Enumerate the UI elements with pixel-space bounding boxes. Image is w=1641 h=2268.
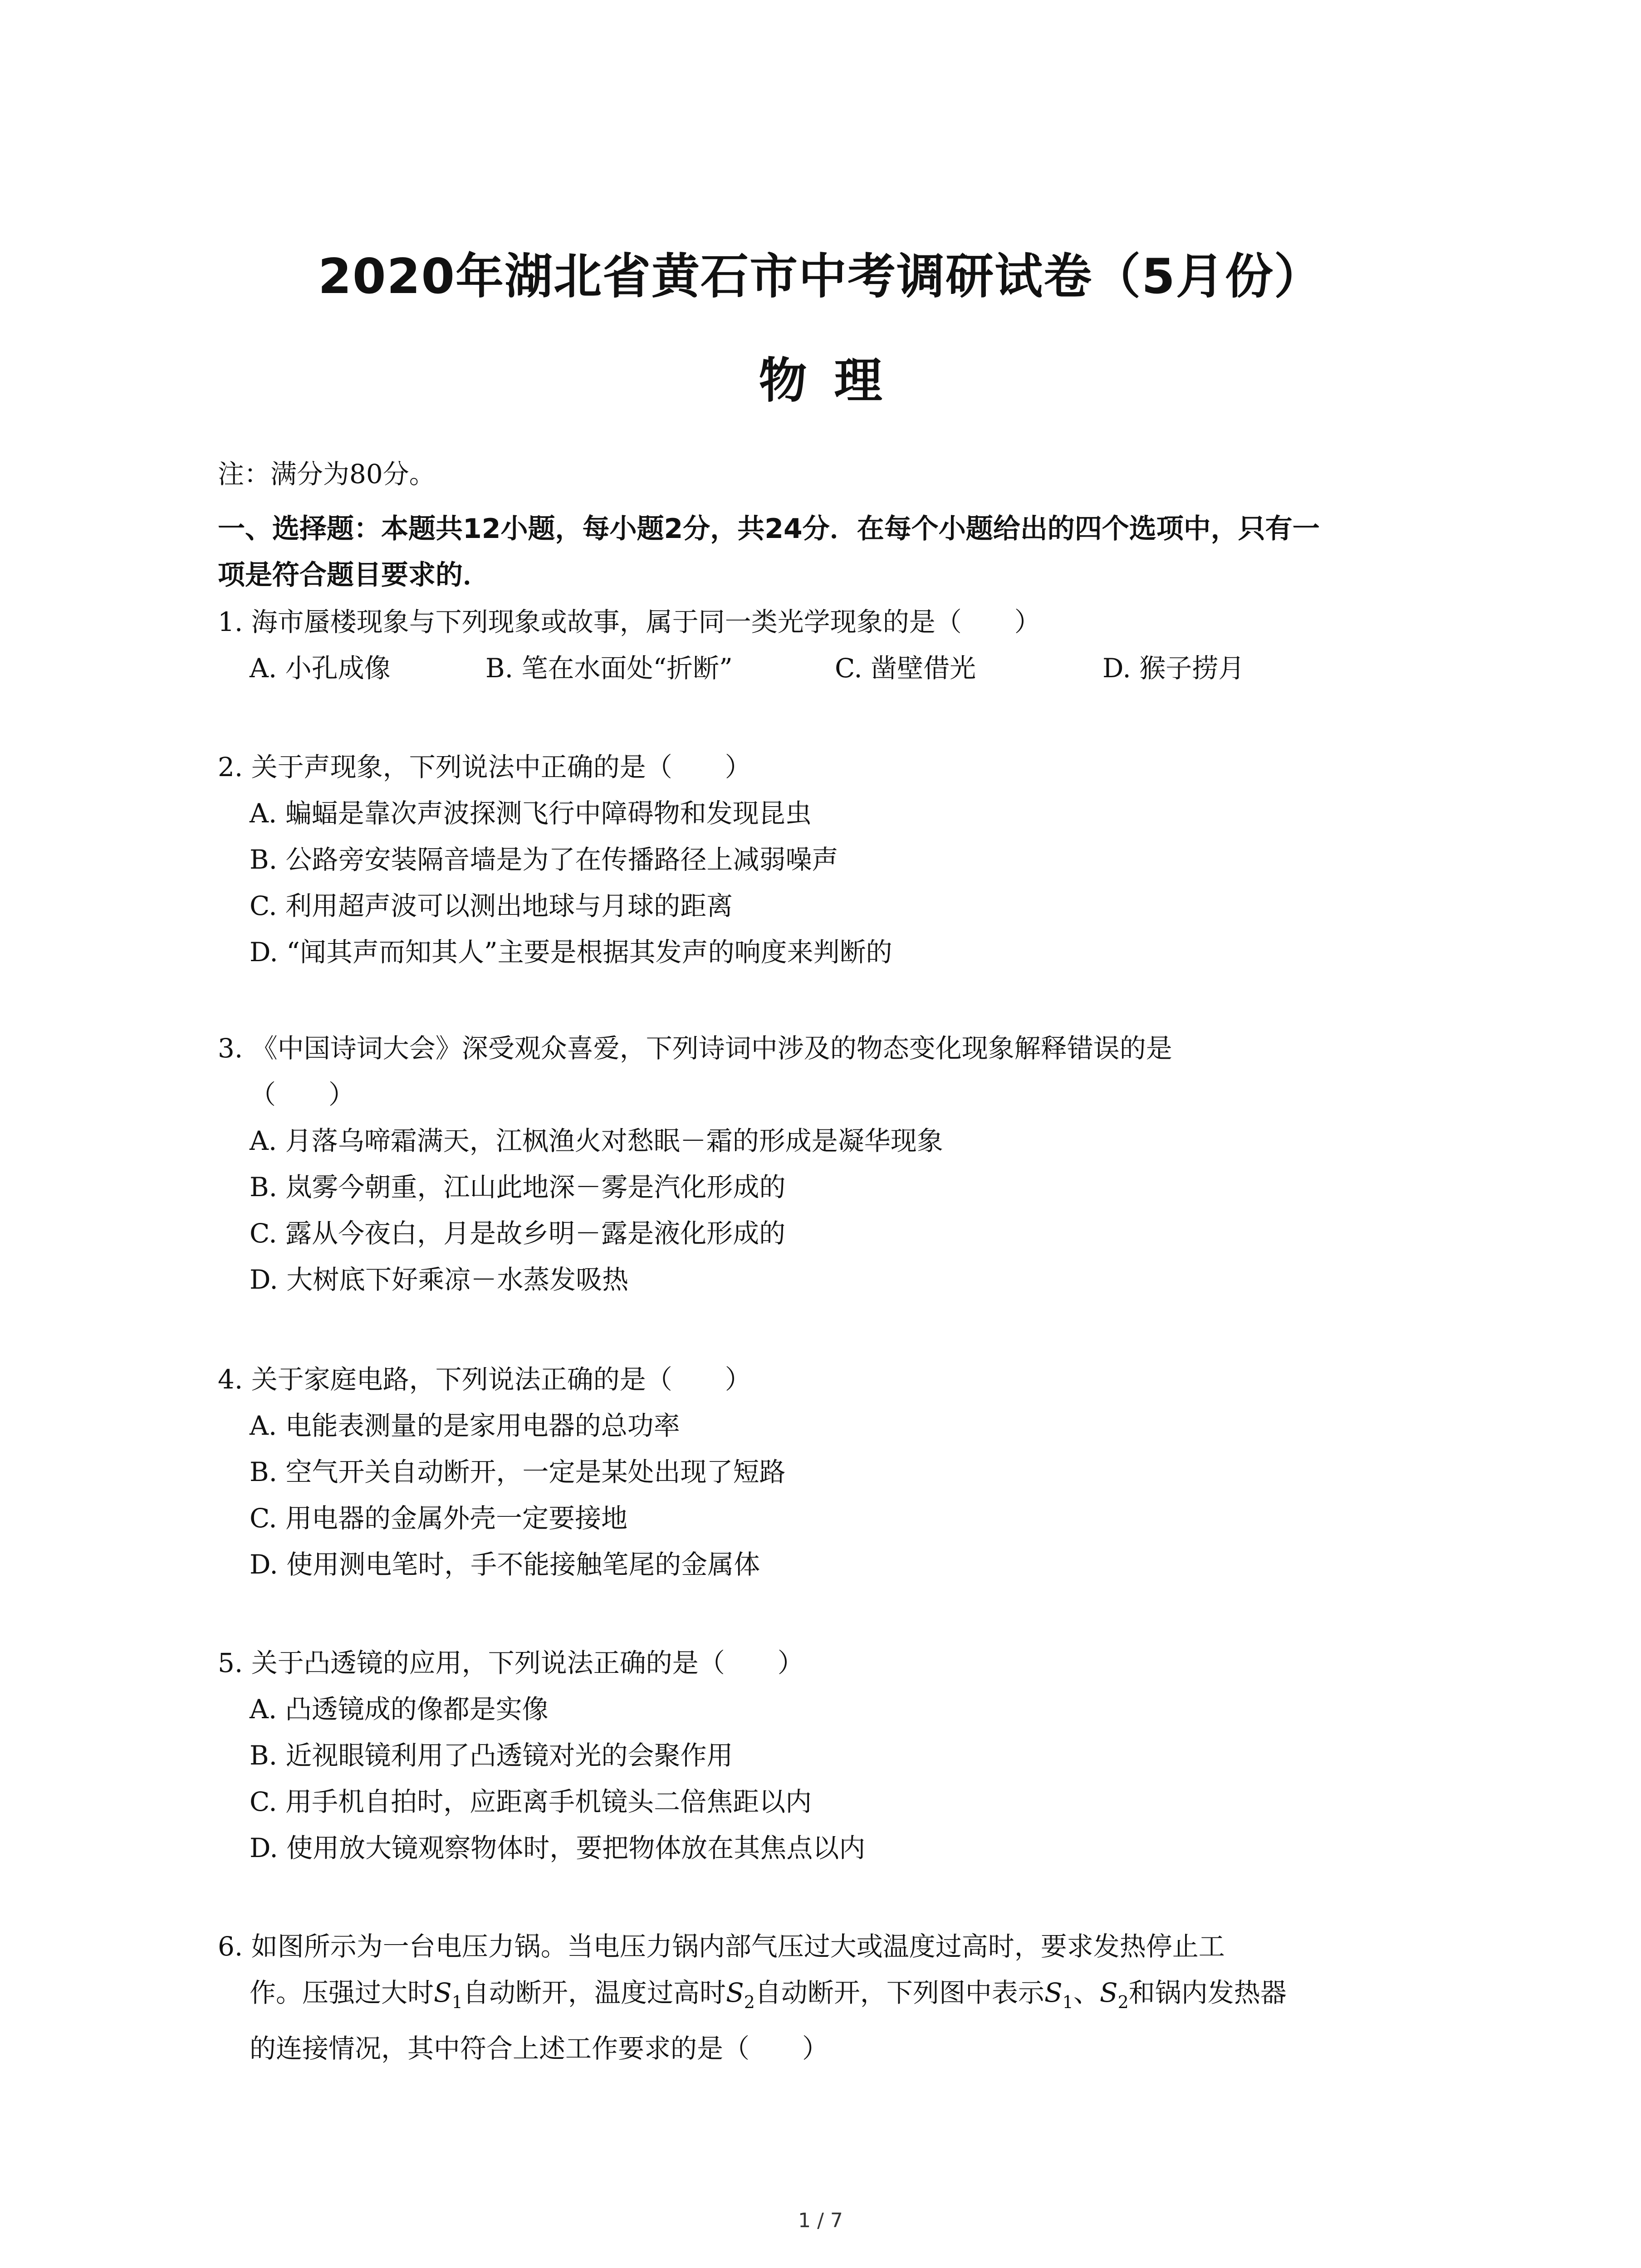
option-d: D. 猴子捞月 (1102, 653, 1245, 684)
section-heading-line1: 一、选择题：本题共12小题，每小题2分，共24分．在每个小题给出的四个选项中，只有一 (218, 513, 1320, 545)
option-d: D. 大树底下好乘凉－水蒸发吸热 (250, 1264, 629, 1295)
options-row (218, 645, 1452, 691)
question-stem: 4. 关于家庭电路，下列说法正确的是（ ） (218, 1364, 751, 1395)
option-c: C. 用电器的金属外壳一定要接地 (250, 1503, 628, 1534)
question-2 (218, 744, 1452, 975)
score-note: 注：满分为80分。 (218, 459, 436, 489)
question-stem: 1. 海市蜃楼现象与下列现象或故事，属于同一类光学现象的是（ ） (218, 606, 1041, 637)
option-d: D. 使用测电笔时，手不能接触笔尾的金属体 (250, 1549, 760, 1580)
option-c: C. 露从今夜白，月是故乡明－露是液化形成的 (250, 1218, 786, 1249)
option-a: A. 电能表测量的是家用电器的总功率 (250, 1410, 680, 1441)
question-4 (218, 1356, 1452, 1588)
question-6 (218, 1923, 1452, 2072)
option-b: B. 岚雾今朝重，江山此地深－雾是汽化形成的 (250, 1172, 786, 1202)
question-3 (218, 1025, 1452, 1303)
question-stem: 2. 关于声现象，下列说法中正确的是（ ） (218, 752, 751, 782)
option-c: C. 凿壁借光 (835, 653, 976, 684)
option-a: A. 月落乌啼霜满天，江枫渔火对愁眠－霜的形成是凝华现象 (250, 1125, 943, 1156)
section-heading (218, 506, 1452, 598)
option-d: D. 使用放大镜观察物体时，要把物体放在其焦点以内 (250, 1833, 866, 1863)
page-number: 1 / 7 (798, 2209, 843, 2232)
question-stem-line2: 作。压强过大时$S_1$自动断开，温度过高时$S_2$自动断开，下列图中表示$S_1$、$S_2$和锅内发热器 (250, 1977, 1287, 2012)
option-c: C. 用手机自拍时，应距离手机镜头二倍焦距以内 (250, 1786, 812, 1817)
option-c: C. 利用超声波可以测出地球与月球的距离 (250, 890, 733, 921)
page-title: 2020年湖北省黄石市中考调研试卷（5月份） (318, 249, 1323, 304)
question-stem-continued: （ ） (250, 1079, 355, 1110)
option-b: B. 笔在水面处“折断” (485, 653, 733, 684)
question-stem: 5. 关于凸透镜的应用，下列说法正确的是（ ） (218, 1647, 804, 1678)
question-stem: 6. 如图所示为一台电压力锅。当电压力锅内部气压过大或温度过高时，要求发热停止工 (218, 1931, 1225, 1962)
question-5 (218, 1640, 1452, 1871)
option-b: B. 近视眼镜利用了凸透镜对光的会聚作用 (250, 1740, 733, 1771)
option-b: B. 公路旁安装隔音墙是为了在传播路径上减弱噪声 (250, 844, 838, 875)
option-d: D. “闻其声而知其人”主要是根据其发声的响度来判断的 (250, 937, 892, 968)
option-a: A. 蝙蝠是靠次声波探测飞行中障碍物和发现昆虫 (250, 798, 812, 829)
section-heading-line2: 项是符合题目要求的． (218, 559, 490, 591)
option-a: A. 凸透镜成的像都是实像 (250, 1694, 549, 1725)
option-b: B. 空气开关自动断开，一定是某处出现了短路 (250, 1457, 786, 1487)
question-stem: 3. 《中国诗词大会》深受观众喜爱，下列诗词中涉及的物态变化现象解释错误的是 (218, 1033, 1172, 1064)
question-1 (218, 599, 1452, 691)
option-a: A. 小孔成像 (250, 653, 391, 684)
subject-heading: 物理 (759, 353, 910, 409)
question-stem-line3: 的连接情况，其中符合上述工作要求的是（ ） (250, 2033, 829, 2064)
